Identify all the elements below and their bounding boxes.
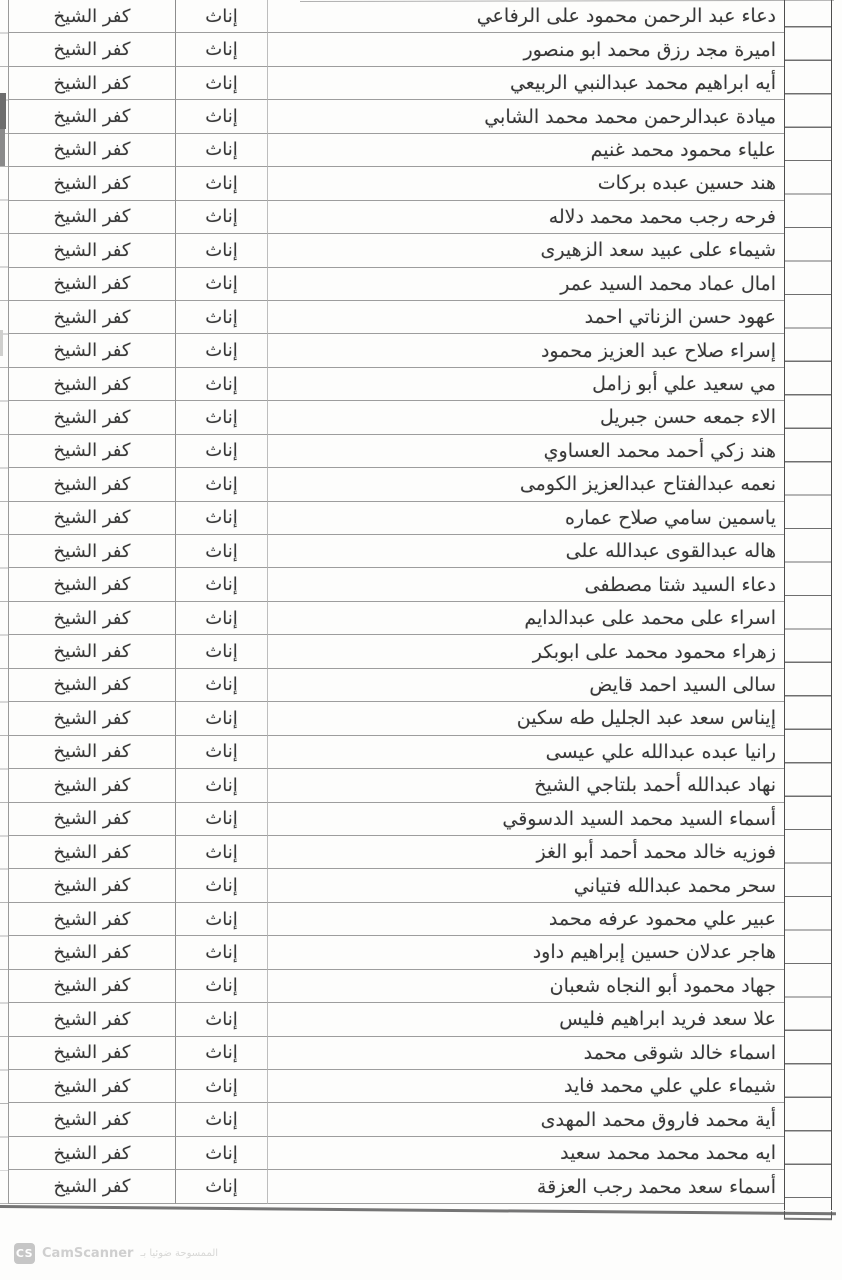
table-row [8, 635, 832, 668]
name-cell: ياسمين سامي صلاح عماره [267, 502, 784, 535]
table-row [8, 803, 832, 836]
gender-cell: إناث [175, 736, 267, 769]
table-row [8, 869, 832, 902]
governorate-cell: كفر الشيخ [8, 869, 175, 902]
governorate-cell: كفر الشيخ [8, 1070, 175, 1103]
serial-column [784, 0, 832, 1210]
governorate-cell: كفر الشيخ [8, 100, 175, 133]
table-row [8, 301, 832, 334]
name-cell: إسراء صلاح عبد العزيز محمود [267, 334, 784, 367]
governorate-cell: كفر الشيخ [8, 134, 175, 167]
table-row [8, 33, 832, 66]
name-cell: أيه ابراهيم محمد عبدالنبي الربيعي [267, 67, 784, 100]
governorate-cell: كفر الشيخ [8, 903, 175, 936]
governorate-cell: كفر الشيخ [8, 0, 175, 33]
name-cell: ميادة عبدالرحمن محمد محمد الشابي [267, 100, 784, 133]
gender-cell: إناث [175, 936, 267, 969]
page-left-edge-lines [0, 0, 8, 1206]
governorate-cell: كفر الشيخ [8, 368, 175, 401]
scan-artifact [0, 129, 5, 166]
name-cell: جهاد محمود أبو النجاه شعبان [267, 970, 784, 1003]
governorate-cell: كفر الشيخ [8, 167, 175, 200]
gender-cell: إناث [175, 435, 267, 468]
scan-artifact [0, 330, 3, 356]
table-row [8, 568, 832, 601]
governorate-cell: كفر الشيخ [8, 1137, 175, 1170]
gender-cell: إناث [175, 970, 267, 1003]
gender-cell: إناث [175, 67, 267, 100]
gender-cell: إناث [175, 903, 267, 936]
gender-cell: إناث [175, 769, 267, 802]
governorate-cell: كفر الشيخ [8, 936, 175, 969]
name-cell: زهراء محمود محمد على ابوبكر [267, 635, 784, 668]
name-cell: الاء جمعه حسن جبريل [267, 401, 784, 434]
gender-cell: إناث [175, 334, 267, 367]
name-cell: نهاد عبدالله أحمد بلتاجي الشيخ [267, 769, 784, 802]
name-cell: دعاء السيد شتا مصطفى [267, 568, 784, 601]
name-cell: هاله عبدالقوى عبدالله على [267, 535, 784, 568]
governorate-cell: كفر الشيخ [8, 1103, 175, 1136]
table-row [8, 602, 832, 635]
governorate-cell: كفر الشيخ [8, 468, 175, 501]
gender-cell: إناث [175, 201, 267, 234]
governorate-cell: كفر الشيخ [8, 201, 175, 234]
name-cell: عهود حسن الزناتي احمد [267, 301, 784, 334]
gender-cell: إناث [175, 1070, 267, 1103]
name-cell: سالى السيد احمد قايض [267, 669, 784, 702]
camscanner-watermark [14, 1243, 218, 1264]
gender-cell: إناث [175, 1003, 267, 1036]
gender-cell: إناث [175, 1170, 267, 1203]
governorate-cell: كفر الشيخ [8, 836, 175, 869]
name-cell: اسراء على محمد على عبدالدايم [267, 602, 784, 635]
name-cell: رانيا عبده عبدالله علي عيسى [267, 736, 784, 769]
table-row [8, 468, 832, 501]
table-row [8, 334, 832, 367]
table-row [8, 903, 832, 936]
name-cell: امال عماد محمد السيد عمر [267, 268, 784, 301]
name-cell: علياء محمود محمد غنيم [267, 134, 784, 167]
name-cell: أسماء سعد محمد رجب العزقة [267, 1170, 784, 1203]
governorate-cell: كفر الشيخ [8, 301, 175, 334]
table-row [8, 1170, 832, 1203]
governorate-cell: كفر الشيخ [8, 702, 175, 735]
governorate-cell: كفر الشيخ [8, 1037, 175, 1070]
name-cell: أية محمد فاروق محمد المهدى [267, 1103, 784, 1136]
name-cell: ايه محمد محمد محمد سعيد [267, 1137, 784, 1170]
governorate-cell: كفر الشيخ [8, 568, 175, 601]
governorate-cell: كفر الشيخ [8, 268, 175, 301]
name-cell: دعاء عبد الرحمن محمود على الرفاعي [267, 0, 784, 33]
governorate-cell: كفر الشيخ [8, 1170, 175, 1203]
governorate-cell: كفر الشيخ [8, 33, 175, 66]
gender-cell: إناث [175, 33, 267, 66]
governorate-cell: كفر الشيخ [8, 435, 175, 468]
table-row [8, 1103, 832, 1136]
governorate-cell: كفر الشيخ [8, 67, 175, 100]
gender-cell: إناث [175, 0, 267, 33]
governorate-cell: كفر الشيخ [8, 635, 175, 668]
name-cell: اسماء خالد شوقى محمد [267, 1037, 784, 1070]
governorate-cell: كفر الشيخ [8, 535, 175, 568]
name-cell: مي سعيد علي أبو زامل [267, 368, 784, 401]
table-row [8, 502, 832, 535]
governorate-cell: كفر الشيخ [8, 234, 175, 267]
table-bottom-border [0, 1205, 836, 1215]
table-row [8, 401, 832, 434]
gender-cell: إناث [175, 803, 267, 836]
gender-cell: إناث [175, 535, 267, 568]
serial-column-foot [784, 1211, 832, 1220]
table-row [8, 769, 832, 802]
gender-cell: إناث [175, 602, 267, 635]
governorate-cell: كفر الشيخ [8, 334, 175, 367]
table-row [8, 167, 832, 200]
gender-cell: إناث [175, 1037, 267, 1070]
table-row [8, 970, 832, 1003]
governorate-cell: كفر الشيخ [8, 669, 175, 702]
gender-cell: إناث [175, 468, 267, 501]
gender-cell: إناث [175, 635, 267, 668]
camscanner-logo-icon: CS [14, 1243, 35, 1264]
gender-cell: إناث [175, 568, 267, 601]
table-row [8, 736, 832, 769]
table-row [8, 936, 832, 969]
governorate-cell: كفر الشيخ [8, 970, 175, 1003]
gender-cell: إناث [175, 1103, 267, 1136]
table-row [8, 100, 832, 133]
camscanner-note-arabic: الممسوحة ضوئيا بـ [140, 1248, 219, 1259]
name-cell: أسماء السيد محمد السيد الدسوقي [267, 803, 784, 836]
governorate-cell: كفر الشيخ [8, 769, 175, 802]
gender-cell: إناث [175, 702, 267, 735]
governorate-cell: كفر الشيخ [8, 602, 175, 635]
name-cell: شيماء علي علي محمد فايد [267, 1070, 784, 1103]
table-row [8, 1037, 832, 1070]
gender-cell: إناث [175, 836, 267, 869]
table-row [8, 0, 832, 33]
table-row [8, 1137, 832, 1170]
gender-cell: إناث [175, 1137, 267, 1170]
gender-cell: إناث [175, 301, 267, 334]
gender-cell: إناث [175, 368, 267, 401]
name-cell: عبير علي محمود عرفه محمد [267, 903, 784, 936]
roster-table [8, 0, 832, 1204]
name-cell: اميرة مجد رزق محمد ابو منصور [267, 33, 784, 66]
table-row [8, 702, 832, 735]
name-cell: شيماء على عبيد سعد الزهيرى [267, 234, 784, 267]
name-cell: نعمه عبدالفتاح عبدالعزيز الكومى [267, 468, 784, 501]
gender-cell: إناث [175, 869, 267, 902]
governorate-cell: كفر الشيخ [8, 736, 175, 769]
camscanner-brand-label: CamScanner [42, 1246, 134, 1261]
governorate-cell: كفر الشيخ [8, 803, 175, 836]
name-cell: هند حسين عبده بركات [267, 167, 784, 200]
gender-cell: إناث [175, 167, 267, 200]
gender-cell: إناث [175, 268, 267, 301]
name-cell: فوزيه خالد محمد أحمد أبو الغز [267, 836, 784, 869]
table-row [8, 268, 832, 301]
table-row [8, 669, 832, 702]
name-cell: فرحه رجب محمد محمد دلاله [267, 201, 784, 234]
name-cell: هند زكي أحمد محمد العساوي [267, 435, 784, 468]
table-row [8, 1003, 832, 1036]
table-row [8, 134, 832, 167]
table-row [8, 368, 832, 401]
table-row [8, 435, 832, 468]
gender-cell: إناث [175, 234, 267, 267]
gender-cell: إناث [175, 669, 267, 702]
name-cell: هاجر عدلان حسين إبراهيم داود [267, 936, 784, 969]
gender-cell: إناث [175, 134, 267, 167]
gender-cell: إناث [175, 100, 267, 133]
name-cell: علا سعد فريد ابراهيم فليس [267, 1003, 784, 1036]
gender-cell: إناث [175, 401, 267, 434]
scan-artifact [0, 93, 6, 129]
table-row [8, 201, 832, 234]
governorate-cell: كفر الشيخ [8, 502, 175, 535]
table-row [8, 234, 832, 267]
governorate-cell: كفر الشيخ [8, 1003, 175, 1036]
name-cell: سحر محمد عبدالله فتياني [267, 869, 784, 902]
table-row [8, 67, 832, 100]
table-row [8, 836, 832, 869]
table-row [8, 535, 832, 568]
table-row [8, 1070, 832, 1103]
gender-cell: إناث [175, 502, 267, 535]
name-cell: إيناس سعد عبد الجليل طه سكين [267, 702, 784, 735]
governorate-cell: كفر الشيخ [8, 401, 175, 434]
